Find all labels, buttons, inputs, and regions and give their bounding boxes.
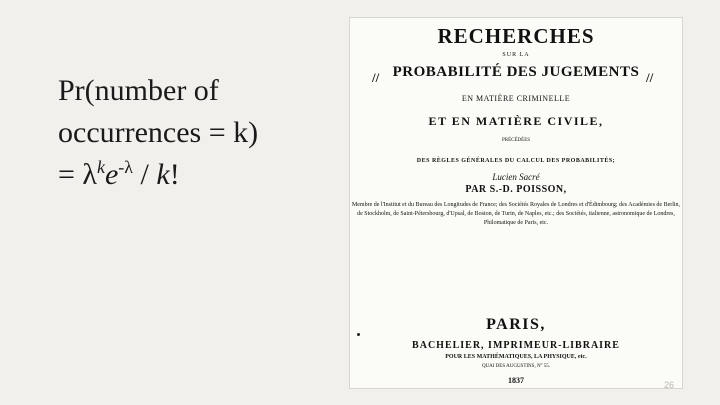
title-address: QUAI DES AUGUSTINS, N° 55.	[481, 364, 551, 369]
quote-mark-left: //	[372, 70, 380, 85]
title-probabilite: PROBABILITÉ DES JUGEMENTS	[392, 64, 640, 80]
formula-factorial: !	[169, 158, 180, 191]
title-author: PAR S.-D. POISSON,	[465, 184, 567, 195]
title-publisher: BACHELIER, IMPRIMEUR-LIBRAIRE	[412, 340, 620, 351]
title-city: PARIS,	[486, 316, 546, 333]
formula-exponent-neg-lambda: -λ	[118, 157, 134, 177]
title-year: 1837	[508, 376, 524, 385]
title-regles: DES RÈGLES GÉNÉRALES DU CALCUL DES PROBABILITÉS;	[416, 158, 616, 164]
title-criminelle: EN MATIÈRE CRIMINELLE	[461, 94, 571, 103]
formula-line-1: Pr(number of	[58, 74, 219, 107]
handwritten-signature: Lucien Sacré	[492, 172, 540, 182]
formula-line-2: occurrences = k)	[58, 116, 259, 149]
poisson-formula	[58, 70, 338, 196]
formula-line-3	[58, 154, 338, 196]
title-civile: ET EN MATIÈRE CIVILE,	[428, 114, 604, 128]
title-page-scan	[350, 18, 682, 388]
quote-mark-right: //	[646, 70, 654, 85]
title-pour: POUR LES MATHÉMATIQUES, LA PHYSIQUE, etc.	[445, 354, 587, 360]
formula-lambda: = λ	[58, 158, 97, 191]
scan-dot	[357, 333, 360, 336]
title-recherches: RECHERCHES	[437, 24, 595, 48]
formula-e: e	[104, 158, 119, 191]
title-precedees: PRÉCÉDÉES	[501, 138, 531, 143]
page-number: 26	[664, 380, 675, 390]
formula-k: k	[156, 158, 170, 191]
title-memberships: Membre de l'Institut et du Bureau des Longitudes de France; des Sociétés Royales de Londres et d'Édimbourg; des Académies de Berlin, de Stockholm, de Saint-Pétersbourg, d'Upsal, de Boston, de Turin, de Naples, etc.; des Sociétés, italienne, astronomique de Londres, Philomatique de Paris, etc.	[351, 202, 681, 226]
formula-exponent-k: k	[96, 157, 105, 177]
formula-divide: /	[133, 158, 157, 191]
title-sur-la: SUR LA	[502, 52, 530, 58]
